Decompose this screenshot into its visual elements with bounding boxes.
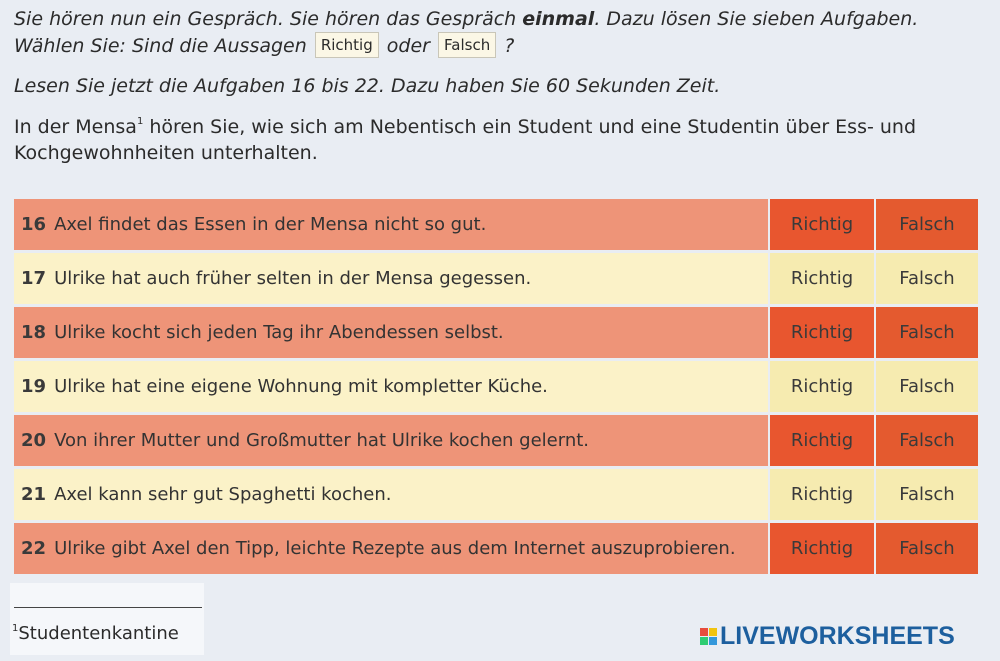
instruction-text: ? xyxy=(504,35,515,57)
falsch-button[interactable]: Falsch xyxy=(876,253,978,304)
task-statement xyxy=(14,469,768,520)
task-text: Von ihrer Mutter und Großmutter hat Ulrike kochen gelernt. xyxy=(54,430,590,451)
task-number: 17 xyxy=(21,268,47,289)
falsch-button[interactable]: Falsch xyxy=(876,361,978,412)
task-text: Ulrike gibt Axel den Tipp, leichte Rezepte aus dem Internet auszuprobieren. xyxy=(54,538,736,559)
task-row xyxy=(14,307,978,358)
instruction-text: oder xyxy=(386,35,430,57)
task-row xyxy=(14,199,978,250)
task-text: Ulrike hat auch früher selten in der Mensa gegessen. xyxy=(54,268,532,289)
footnote-text: Studentenkantine xyxy=(18,623,179,644)
falsch-button[interactable]: Falsch xyxy=(876,199,978,250)
task-text: Ulrike kocht sich jeden Tag ihr Abendessen selbst. xyxy=(54,322,504,343)
task-statement xyxy=(14,361,768,412)
instruction-text: Sie hören nun ein Gespräch. Sie hören das Gespräch xyxy=(14,8,523,30)
task-row xyxy=(14,253,978,304)
footnote xyxy=(12,623,179,644)
richtig-label-box: Richtig xyxy=(315,32,379,58)
instructions xyxy=(14,6,994,166)
liveworksheets-logo xyxy=(700,622,955,651)
richtig-button[interactable]: Richtig xyxy=(770,253,874,304)
richtig-button[interactable]: Richtig xyxy=(770,199,874,250)
context-line-1 xyxy=(14,109,994,140)
logo-icon xyxy=(700,628,717,645)
task-row xyxy=(14,415,978,466)
footnote-area xyxy=(10,583,204,655)
richtig-button[interactable]: Richtig xyxy=(770,469,874,520)
richtig-button[interactable]: Richtig xyxy=(770,361,874,412)
footnote-divider xyxy=(14,607,202,608)
task-number: 21 xyxy=(21,484,47,505)
context-text: hören Sie, wie sich am Nebentisch ein Student und eine Studentin über Ess- und xyxy=(149,116,917,138)
task-number: 18 xyxy=(21,322,47,343)
task-statement xyxy=(14,415,768,466)
falsch-button[interactable]: Falsch xyxy=(876,469,978,520)
task-number: 16 xyxy=(21,214,47,235)
task-number: 20 xyxy=(21,430,47,451)
task-statement xyxy=(14,523,768,574)
task-table xyxy=(14,199,978,577)
richtig-button[interactable]: Richtig xyxy=(770,307,874,358)
instruction-line-2 xyxy=(14,32,994,59)
context-text: In der Mensa xyxy=(14,116,137,138)
task-row xyxy=(14,361,978,412)
task-text: Ulrike hat eine eigene Wohnung mit kompletter Küche. xyxy=(54,376,548,397)
instruction-text: . Dazu lösen Sie sieben Aufgaben. xyxy=(594,8,919,30)
richtig-button[interactable]: Richtig xyxy=(770,523,874,574)
task-statement xyxy=(14,253,768,304)
footnote-marker: 1 xyxy=(12,623,19,634)
falsch-label-box: Falsch xyxy=(438,32,496,58)
task-statement xyxy=(14,307,768,358)
instruction-line-1 xyxy=(14,6,994,32)
task-number: 22 xyxy=(21,538,47,559)
task-text: Axel findet das Essen in der Mensa nicht so gut. xyxy=(54,214,487,235)
task-row xyxy=(14,523,978,574)
falsch-button[interactable]: Falsch xyxy=(876,415,978,466)
instruction-line-3: Lesen Sie jetzt die Aufgaben 16 bis 22. Dazu haben Sie 60 Sekunden Zeit. xyxy=(14,75,721,97)
instruction-text: Wählen Sie: Sind die Aussagen xyxy=(14,35,307,57)
task-statement xyxy=(14,199,768,250)
falsch-button[interactable]: Falsch xyxy=(876,307,978,358)
instruction-emphasis: einmal xyxy=(522,8,595,30)
footnote-marker: 1 xyxy=(136,116,144,127)
task-row xyxy=(14,469,978,520)
richtig-button[interactable]: Richtig xyxy=(770,415,874,466)
brand-name: LIVEWORKSHEETS xyxy=(720,622,955,650)
falsch-button[interactable]: Falsch xyxy=(876,523,978,574)
task-text: Axel kann sehr gut Spaghetti kochen. xyxy=(54,484,392,505)
task-number: 19 xyxy=(21,376,47,397)
context-line-2: Kochgewohnheiten unterhalten. xyxy=(14,142,318,164)
